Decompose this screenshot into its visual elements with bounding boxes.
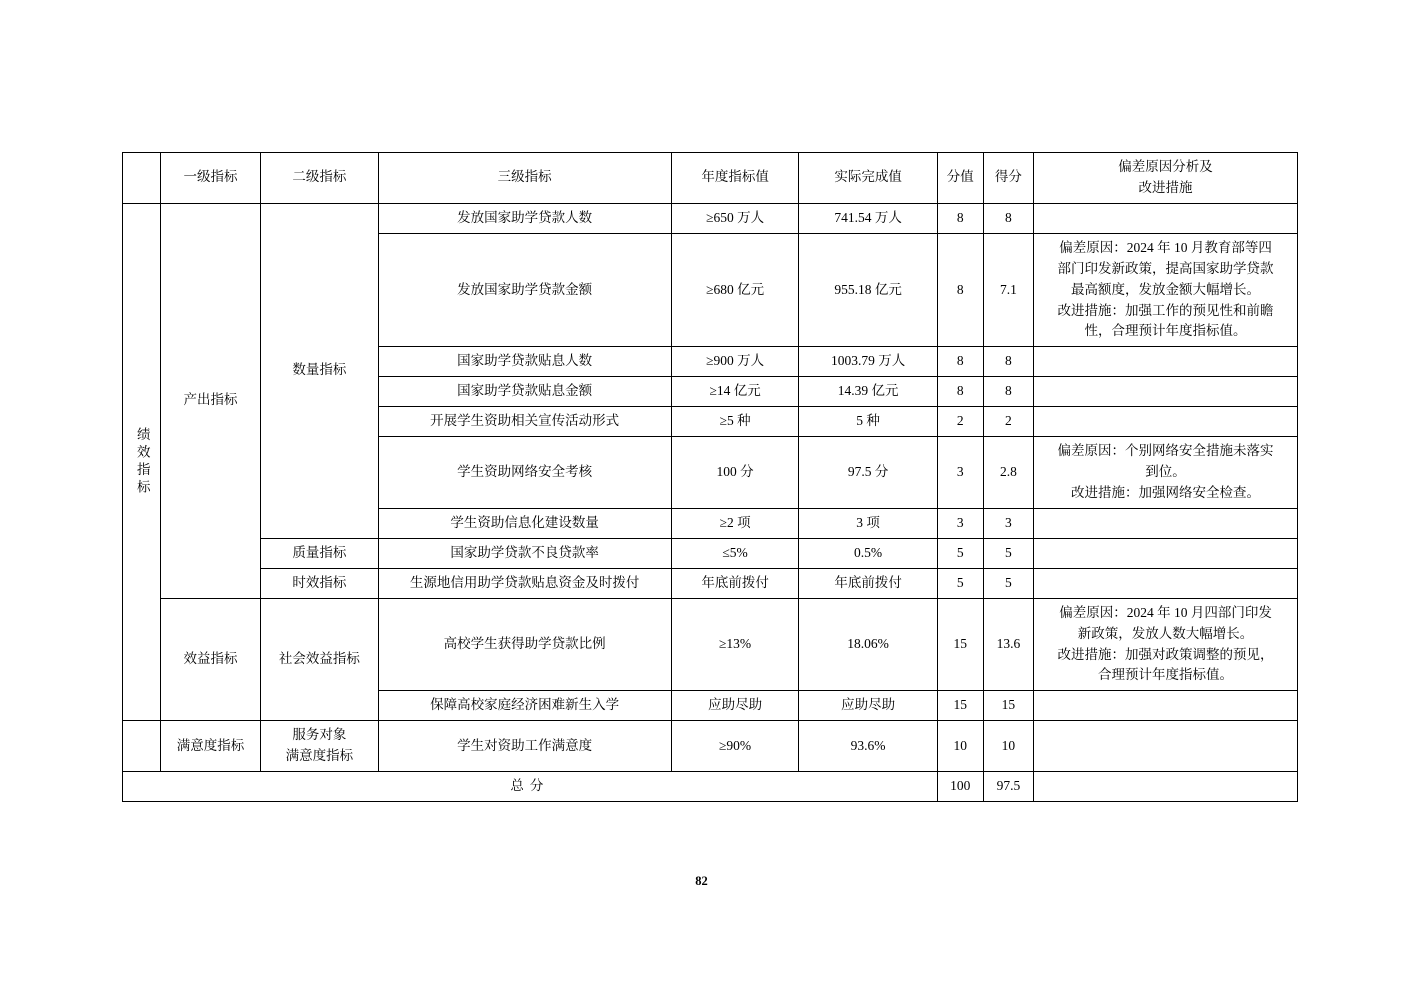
- level3-label: 学生资助信息化建设数量: [378, 508, 671, 538]
- row-label-performance-indicator: [123, 203, 161, 720]
- performance-indicator-table: [122, 152, 1298, 802]
- got-value: 5: [983, 568, 1033, 598]
- target-value: ≥13%: [671, 598, 799, 691]
- reason-cell: [1034, 407, 1298, 437]
- reason-line: 性，合理预计年度指标值。: [1084, 323, 1247, 339]
- score-value: 3: [937, 508, 983, 538]
- actual-value: 0.5%: [799, 538, 937, 568]
- reason-line: 改进措施：加强网络安全检查。: [1071, 484, 1261, 500]
- got-value: 2.8: [983, 437, 1033, 509]
- actual-value: 18.06%: [799, 598, 937, 691]
- target-value: ≥650 万人: [671, 203, 799, 233]
- reason-cell: [1034, 568, 1298, 598]
- actual-value: 14.39 亿元: [799, 377, 937, 407]
- level2-service-satisfaction: [261, 721, 378, 772]
- score-value: 8: [937, 233, 983, 347]
- total-reason-cell: [1034, 772, 1298, 802]
- level3-label: 学生资助网络安全考核: [378, 437, 671, 509]
- table-header-row: [123, 153, 1298, 204]
- header-actual: 实际完成值: [799, 153, 937, 204]
- level3-label: 国家助学贷款贴息金额: [378, 377, 671, 407]
- reason-line: 改进措施：加强工作的预见性和前瞻: [1057, 302, 1274, 318]
- score-value: 15: [937, 691, 983, 721]
- got-value: 5: [983, 538, 1033, 568]
- level3-label: 学生对资助工作满意度: [378, 721, 671, 772]
- reason-cell: [1034, 691, 1298, 721]
- score-value: 3: [937, 437, 983, 509]
- got-value: 7.1: [983, 233, 1033, 347]
- level3-label: 发放国家助学贷款金额: [378, 233, 671, 347]
- target-value: 年底前拨付: [671, 568, 799, 598]
- reason-line: 合理预计年度指标值。: [1098, 667, 1234, 683]
- got-value: 13.6: [983, 598, 1033, 691]
- level3-label: 生源地信用助学贷款贴息资金及时拨付: [378, 568, 671, 598]
- level3-label: 国家助学贷款贴息人数: [378, 347, 671, 377]
- header-corner-cell: [123, 153, 161, 204]
- total-label: 总分: [123, 772, 938, 802]
- level2-social-benefit: 社会效益指标: [261, 598, 378, 721]
- table-row: [123, 568, 1298, 598]
- row-label-text: 绩效指标: [134, 427, 150, 498]
- score-value: 10: [937, 721, 983, 772]
- target-value: ≥5 种: [671, 407, 799, 437]
- actual-value: 741.54 万人: [799, 203, 937, 233]
- actual-value: 955.18 亿元: [799, 233, 937, 347]
- got-value: 8: [983, 347, 1033, 377]
- reason-cell: [1034, 347, 1298, 377]
- level2-quality: 质量指标: [261, 538, 378, 568]
- table-row: [123, 721, 1298, 772]
- header-got: 得分: [983, 153, 1033, 204]
- score-value: 8: [937, 347, 983, 377]
- reason-line: 改进措施：加强对政策调整的预见，: [1057, 646, 1274, 662]
- reason-line: 新政策，发放人数大幅增长。: [1077, 625, 1254, 641]
- score-value: 8: [937, 203, 983, 233]
- reason-line: 偏差原因：个别网络安全措施未落实: [1057, 443, 1274, 459]
- reason-cell: [1034, 203, 1298, 233]
- header-level1: 一级指标: [160, 153, 261, 204]
- reason-line: 偏差原因：2024 年 10 月四部门印发: [1059, 604, 1272, 620]
- level1-satisfaction: 满意度指标: [160, 721, 261, 772]
- reason-line: 部门印发新政策，提高国家助学贷款: [1057, 260, 1274, 276]
- reason-cell: [1034, 721, 1298, 772]
- score-value: 5: [937, 568, 983, 598]
- target-value: 应助尽助: [671, 691, 799, 721]
- level3-label: 开展学生资助相关宣传活动形式: [378, 407, 671, 437]
- header-reason-line2: 改进措施: [1138, 179, 1193, 195]
- actual-value: 3 项: [799, 508, 937, 538]
- level3-label: 高校学生获得助学贷款比例: [378, 598, 671, 691]
- reason-line: 最高额度，发放金额大幅增长。: [1071, 281, 1261, 297]
- got-value: 8: [983, 203, 1033, 233]
- score-value: 8: [937, 377, 983, 407]
- reason-cell: [1034, 233, 1298, 347]
- header-target: 年度指标值: [671, 153, 799, 204]
- score-value: 2: [937, 407, 983, 437]
- reason-cell: [1034, 508, 1298, 538]
- table-row: [123, 598, 1298, 691]
- actual-value: 97.5 分: [799, 437, 937, 509]
- reason-cell: [1034, 437, 1298, 509]
- reason-cell: [1034, 538, 1298, 568]
- target-value: ≥2 项: [671, 508, 799, 538]
- target-value: 100 分: [671, 437, 799, 509]
- target-value: ≥900 万人: [671, 347, 799, 377]
- table-total-row: [123, 772, 1298, 802]
- level2-line1: 服务对象: [292, 727, 347, 743]
- table-row: [123, 203, 1298, 233]
- level3-label: 保障高校家庭经济困难新生入学: [378, 691, 671, 721]
- reason-cell: [1034, 377, 1298, 407]
- header-reason: [1034, 153, 1298, 204]
- total-got: 97.5: [983, 772, 1033, 802]
- got-value: 3: [983, 508, 1033, 538]
- reason-cell: [1034, 598, 1298, 691]
- header-score: 分值: [937, 153, 983, 204]
- page-number: 82: [695, 874, 708, 888]
- target-value: ≥14 亿元: [671, 377, 799, 407]
- got-value: 10: [983, 721, 1033, 772]
- header-level2: 二级指标: [261, 153, 378, 204]
- score-value: 5: [937, 538, 983, 568]
- got-value: 8: [983, 377, 1033, 407]
- got-value: 2: [983, 407, 1033, 437]
- row-label-spacer: [123, 721, 161, 772]
- actual-value: 5 种: [799, 407, 937, 437]
- level3-label: 国家助学贷款不良贷款率: [378, 538, 671, 568]
- actual-value: 应助尽助: [799, 691, 937, 721]
- target-value: ≥680 亿元: [671, 233, 799, 347]
- header-reason-line1: 偏差原因分析及: [1118, 159, 1213, 174]
- actual-value: 年底前拨付: [799, 568, 937, 598]
- got-value: 15: [983, 691, 1033, 721]
- level2-quantity: 数量指标: [261, 203, 378, 538]
- level2-line2: 满意度指标: [285, 748, 354, 764]
- score-value: 15: [937, 598, 983, 691]
- actual-value: 93.6%: [799, 721, 937, 772]
- table-row: [123, 538, 1298, 568]
- reason-line: 到位。: [1145, 464, 1186, 480]
- total-score: 100: [937, 772, 983, 802]
- level2-timeliness: 时效指标: [261, 568, 378, 598]
- level1-output: 产出指标: [160, 203, 261, 598]
- reason-line: 偏差原因：2024 年 10 月教育部等四: [1059, 239, 1272, 255]
- target-value: ≥90%: [671, 721, 799, 772]
- header-level3: 三级指标: [378, 153, 671, 204]
- target-value: ≤5%: [671, 538, 799, 568]
- actual-value: 1003.79 万人: [799, 347, 937, 377]
- level3-label: 发放国家助学贷款人数: [378, 203, 671, 233]
- level1-benefit: 效益指标: [160, 598, 261, 721]
